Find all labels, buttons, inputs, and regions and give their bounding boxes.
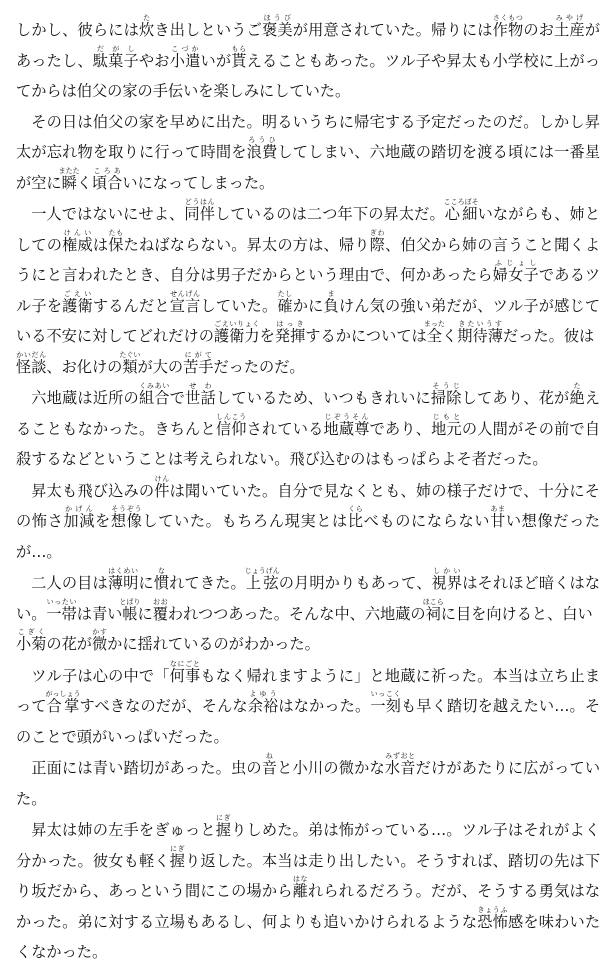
- ruby-word: [16, 628, 47, 653]
- ruby-reading: こぎく: [16, 628, 47, 636]
- ruby-reading: さくもつ: [492, 14, 524, 22]
- ruby-reading: おお: [152, 597, 168, 606]
- ruby-reading: ごえいりょく: [213, 320, 260, 328]
- ruby-reading: た: [569, 382, 585, 390]
- ruby-base: 護衛: [62, 296, 93, 315]
- paragraph: [16, 14, 600, 107]
- text-run: しているため、いつもきれいに: [215, 389, 431, 407]
- ruby-base: 比: [347, 512, 364, 530]
- ruby-word: [62, 228, 93, 254]
- ruby-base: 加減: [63, 512, 96, 530]
- ruby-base: 頃合: [91, 173, 123, 192]
- text-run: を: [95, 512, 111, 530]
- ruby-reading: かいだん: [16, 350, 47, 359]
- ruby-word: [457, 320, 503, 345]
- ruby-reading: しかい: [431, 567, 463, 575]
- ruby-base: 件: [154, 481, 170, 500]
- ruby-word: [215, 412, 247, 438]
- ruby-base: 覆: [152, 604, 168, 623]
- text-run: だったのだ。: [213, 357, 305, 376]
- text-run: しかし、彼らには: [16, 21, 139, 39]
- ruby-base: 地元: [431, 419, 462, 438]
- text-run: り返した。本当は走り出したい。そうすれば、踏切の先は下り坂だから、あっという間にこの場から: [16, 851, 601, 900]
- text-run: だった。彼は: [502, 327, 595, 345]
- text-run: が大の: [137, 357, 184, 376]
- text-run: く: [441, 327, 458, 345]
- ruby-base: 期待薄: [457, 327, 503, 345]
- ruby-word: [107, 567, 139, 592]
- ruby-base: 組合: [138, 389, 170, 407]
- text-run: もなく帰れますように」と地蔵に祈った。本当は立ち止まって: [16, 666, 601, 715]
- ruby-base: 浪費: [246, 143, 278, 161]
- text-run: い想像だったが…。: [16, 512, 601, 561]
- ruby-reading: けんい: [62, 228, 93, 237]
- text-run: するかについては: [305, 327, 427, 345]
- ruby-word: [92, 44, 139, 70]
- ruby-word: [347, 505, 364, 530]
- ruby-word: [370, 690, 401, 715]
- ruby-word: [185, 382, 216, 407]
- ruby-base: 音: [261, 759, 278, 777]
- ruby-reading: こづか: [169, 44, 201, 53]
- text-run: すべきなのだが、そんな: [79, 697, 248, 715]
- ruby-reading: みやげ: [554, 14, 585, 22]
- ruby-reading: まった: [423, 320, 445, 328]
- text-run: であるツル子を: [16, 266, 601, 315]
- ruby-base: 苦手: [183, 357, 214, 376]
- ruby-base: 全: [423, 327, 445, 345]
- ruby-word: [261, 752, 278, 777]
- ruby-word: [274, 320, 306, 345]
- ruby-base: 想像: [110, 512, 143, 530]
- ruby-reading: かす: [91, 628, 108, 636]
- ruby-base: 褒美: [262, 21, 293, 39]
- text-run: りしめた。弟は怖がっている…。ツル子はそれがよく分かった。彼女も軽く: [16, 821, 601, 870]
- text-run: れられるだろう。だが、そうする勇気はなかった。弟に対する立場もあるし、何よりも追いかけられるような: [16, 882, 601, 931]
- ruby-reading: みずおと: [384, 752, 416, 760]
- ruby-base: 宣言: [169, 296, 201, 315]
- ruby-word: [169, 44, 201, 70]
- ruby-word: [169, 659, 201, 685]
- ruby-reading: はくめい: [107, 567, 139, 575]
- ruby-reading: はっき: [274, 320, 306, 328]
- text-run: してしまい、六地蔵の踏切を渡る頃には一番星が空に: [16, 143, 601, 192]
- ruby-base: 保: [108, 235, 124, 254]
- ruby-base: 微: [91, 635, 108, 653]
- ruby-word: [423, 320, 445, 345]
- ruby-word: [63, 505, 96, 530]
- text-run: はそれほど暗くはない。: [16, 574, 601, 623]
- ruby-base: 合掌: [45, 697, 81, 715]
- ruby-word: [443, 198, 479, 223]
- paragraph: [16, 475, 600, 568]
- ruby-base: 土産: [554, 21, 585, 39]
- ruby-word: [91, 166, 123, 192]
- ruby-base: 類: [119, 357, 141, 376]
- ruby-base: 慣: [153, 574, 170, 592]
- ruby-word: [184, 198, 216, 223]
- text-run: いが: [200, 51, 232, 70]
- text-run: であり、: [369, 419, 432, 438]
- ruby-word: [119, 597, 141, 623]
- ruby-word: [323, 412, 370, 438]
- text-run: えることもあった。ツル子や昇太も小学校に上がってからは伯父の家の手伝いを楽しみにしていた。: [16, 51, 601, 100]
- ruby-base: 祠: [422, 604, 444, 623]
- text-run: その日は伯父の家を早めに出た。明るいうちに帰宅する予定だったのだ。しかし昇太が忘れ物を取りに行って時間を: [16, 112, 600, 161]
- ruby-word: [369, 228, 385, 254]
- text-run: べものにならない: [363, 512, 491, 530]
- ruby-base: 離: [292, 882, 309, 900]
- ruby-reading: いっこく: [370, 690, 401, 698]
- text-run: く: [76, 173, 92, 192]
- text-run: のお: [523, 21, 555, 39]
- text-run: 昇太は姉の左手をぎゅっと: [31, 821, 216, 839]
- ruby-reading: た: [139, 14, 155, 22]
- ruby-base: 婦女子: [492, 266, 539, 284]
- ruby-word: [58, 166, 80, 192]
- ruby-reading: ね: [261, 752, 277, 760]
- ruby-base: 掃除: [430, 389, 462, 407]
- ruby-base: 瞬: [58, 173, 80, 192]
- paragraph: [16, 660, 600, 753]
- text-run: かに: [292, 296, 324, 315]
- ruby-base: 信仰: [215, 419, 247, 438]
- ruby-reading: とばり: [119, 597, 141, 606]
- ruby-reading: たし: [277, 289, 293, 298]
- text-run: も早く踏切を越えたい…。そのことで頭がいっぱいだった。: [16, 697, 601, 746]
- ruby-word: [110, 505, 143, 530]
- ruby-base: 炊: [139, 21, 155, 39]
- text-run: れてきた。: [169, 574, 246, 592]
- ruby-reading: どうはん: [184, 198, 215, 206]
- ruby-base: 護衛力: [213, 327, 260, 345]
- text-run: はなかった。: [278, 697, 371, 715]
- ruby-word: [422, 597, 444, 623]
- ruby-word: [138, 382, 170, 407]
- ruby-word: [119, 350, 141, 376]
- text-run: いながらも、姉としての: [16, 205, 601, 254]
- ruby-base: 一刻: [370, 697, 401, 715]
- ruby-reading: こころぼそ: [443, 198, 479, 206]
- ruby-reading: ごえい: [62, 289, 93, 298]
- ruby-base: 絶: [569, 389, 585, 407]
- ruby-word: [554, 14, 585, 39]
- ruby-reading: きょうふ: [477, 905, 508, 914]
- text-run: で: [169, 389, 186, 407]
- text-run: かに揺れているのがわかった。: [107, 635, 320, 653]
- ruby-base: 貰: [231, 51, 247, 70]
- ruby-base: 余裕: [247, 697, 279, 715]
- paragraph: [16, 382, 600, 475]
- ruby-word: [46, 597, 77, 623]
- ruby-base: 握: [215, 821, 232, 839]
- ruby-base: 作物: [492, 21, 524, 39]
- ruby-base: 負: [323, 296, 339, 315]
- text-run: 二人の目は: [31, 574, 108, 592]
- text-run: 正面には青い踏切があった。虫の: [31, 759, 262, 777]
- ruby-reading: はな: [292, 875, 308, 883]
- ruby-base: 上弦: [244, 574, 280, 592]
- text-run: だけがあたりに広がっていた。: [16, 759, 601, 808]
- text-run: は: [92, 235, 109, 254]
- text-run: は聞いていた。自分で見なくとも、姉の様子だけで、十分にその怖さ: [16, 481, 600, 530]
- ruby-base: 甘: [490, 512, 506, 530]
- text-run: 感を味わいたくなかった。: [16, 912, 601, 961]
- ruby-word: [277, 289, 293, 315]
- ruby-base: 一帯: [46, 604, 77, 623]
- ruby-reading: にぎ: [215, 814, 231, 822]
- ruby-word: [16, 350, 47, 376]
- text-run: と小川の微かな: [277, 759, 385, 777]
- paragraph: [16, 814, 600, 968]
- ruby-base: 小菊: [16, 635, 47, 653]
- ruby-word: [213, 320, 260, 345]
- ruby-reading: せんげん: [169, 289, 201, 298]
- ruby-reading: そうじ: [430, 382, 462, 390]
- ruby-reading: たも: [108, 228, 124, 237]
- ruby-base: 怪談: [16, 357, 47, 376]
- text-run: 、お化けの: [46, 357, 123, 376]
- ruby-reading: たぐい: [119, 350, 141, 359]
- ruby-word: [246, 136, 278, 161]
- ruby-word: [431, 412, 462, 438]
- ruby-word: [215, 814, 232, 839]
- ruby-base: 確: [277, 296, 293, 315]
- ruby-word: [183, 350, 214, 376]
- text-run: していた。: [200, 296, 278, 315]
- text-run: に: [137, 604, 153, 623]
- ruby-reading: そうぞう: [110, 505, 142, 513]
- ruby-base: 視界: [431, 574, 463, 592]
- ruby-word: [292, 875, 309, 900]
- ruby-reading: ろうひ: [246, 136, 278, 144]
- text-run: されている: [246, 419, 324, 438]
- ruby-reading: ふじょし: [492, 259, 539, 267]
- ruby-base: 地蔵尊: [323, 419, 370, 438]
- ruby-reading: くみあい: [138, 382, 170, 390]
- text-run: を: [259, 327, 275, 345]
- ruby-word: [108, 228, 124, 254]
- text-run: の人間がその前で自殺するなどということは考えられない。飛び込むのはもっぱらよそ者だった。: [16, 419, 601, 468]
- ruby-base: 心細: [443, 205, 479, 223]
- ruby-reading: もら: [231, 44, 247, 53]
- ruby-reading: きたいうす: [457, 320, 503, 328]
- text-run: たねばならない。昇太の方は、帰り: [123, 235, 370, 254]
- ruby-reading: またた: [58, 166, 80, 175]
- ruby-base: 恐怖: [477, 912, 508, 931]
- ruby-reading: しんこう: [215, 412, 247, 421]
- text-run: われつつあった。そんな中、六地蔵の: [167, 604, 426, 623]
- ruby-base: 握: [169, 851, 186, 870]
- ruby-word: [153, 567, 170, 592]
- text-run: があったし、: [16, 21, 601, 70]
- ruby-reading: くら: [347, 505, 364, 513]
- text-run: してあり、花が: [461, 389, 570, 407]
- ruby-base: 何事: [169, 666, 201, 685]
- text-run: 、伯父から姉の言うこと聞くようにと言われたとき、自分は男子だからという理由で、何かあったら: [16, 235, 601, 284]
- ruby-base: 帳: [119, 604, 141, 623]
- text-run: の月明かりもあって、: [278, 574, 432, 592]
- text-run: 六地蔵は近所の: [31, 389, 139, 407]
- ruby-word: [431, 567, 463, 592]
- text-run: しているのは二つ年下の昇太だ。: [215, 205, 445, 223]
- ruby-word: [477, 905, 508, 931]
- ruby-word: [169, 844, 186, 870]
- ruby-word: [62, 289, 93, 315]
- ruby-word: [262, 14, 293, 39]
- ruby-reading: にぎ: [169, 844, 185, 853]
- ruby-reading: なにごと: [169, 659, 201, 668]
- ruby-word: [45, 690, 81, 715]
- ruby-reading: だがし: [92, 44, 139, 53]
- ruby-base: 駄菓子: [92, 51, 139, 70]
- ruby-reading: な: [153, 567, 170, 575]
- ruby-reading: じょうげん: [244, 567, 280, 575]
- ruby-base: 水音: [384, 759, 416, 777]
- ruby-word: [231, 44, 247, 70]
- ruby-reading: じもと: [431, 412, 462, 421]
- ruby-word: [569, 382, 585, 407]
- ruby-word: [323, 289, 339, 315]
- text-run: き出しというご: [154, 21, 262, 39]
- ruby-word: [152, 597, 168, 623]
- paragraph: [16, 567, 600, 660]
- text-run: の花が: [46, 635, 92, 653]
- paragraph: [16, 107, 600, 199]
- ruby-reading: かげん: [63, 505, 95, 513]
- text-run: ツル子は心の中で「: [31, 666, 170, 685]
- ruby-word: [154, 474, 170, 500]
- ruby-reading: あま: [490, 505, 506, 513]
- paragraph: [16, 198, 600, 382]
- ruby-reading: よゆう: [247, 690, 279, 698]
- text-run: に: [138, 574, 154, 592]
- ruby-base: 薄明: [107, 574, 139, 592]
- ruby-word: [430, 382, 462, 407]
- ruby-word: [247, 690, 279, 715]
- text-run: けん気の強い弟だが、ツル子が感じている不安に対してどれだけの: [16, 296, 601, 345]
- text-run: 一人ではないにせよ、: [31, 205, 185, 223]
- ruby-reading: いったい: [46, 597, 77, 606]
- ruby-word: [244, 567, 280, 592]
- ruby-word: [91, 628, 108, 653]
- ruby-base: 世話: [185, 389, 216, 407]
- ruby-reading: せわ: [185, 382, 216, 390]
- text-run: していた。もちろん現実とは: [142, 512, 348, 530]
- ruby-reading: けん: [154, 474, 170, 483]
- text-run: 昇太も飛び込みの: [31, 481, 155, 500]
- text-run: が用意されていた。帰りには: [292, 21, 493, 39]
- ruby-word: [384, 752, 416, 777]
- ruby-base: 同伴: [184, 205, 216, 223]
- text-run: やお: [138, 51, 170, 70]
- ruby-reading: がっしょう: [45, 690, 81, 698]
- ruby-base: 権威: [62, 235, 93, 254]
- ruby-reading: ほこら: [422, 597, 444, 606]
- ruby-reading: ころあ: [91, 166, 123, 175]
- paragraph: [16, 752, 600, 814]
- ruby-reading: じぞうそん: [323, 412, 370, 421]
- text-run: は青い: [76, 604, 123, 623]
- text-run: えることもなかった。きちんと: [16, 389, 601, 438]
- text-run: するんだと: [92, 296, 170, 315]
- ruby-word: [139, 14, 155, 39]
- ruby-word: [492, 14, 524, 39]
- ruby-reading: ま: [323, 289, 339, 298]
- ruby-base: 小遣: [169, 51, 201, 70]
- ruby-word: [169, 289, 201, 315]
- ruby-base: 際: [369, 235, 385, 254]
- ruby-word: [490, 505, 506, 530]
- ruby-reading: ぎわ: [369, 228, 385, 237]
- text-run: に目を向けると、白い: [440, 604, 593, 623]
- ruby-word: [492, 259, 539, 284]
- ruby-base: 発揮: [274, 327, 306, 345]
- text-run: いになってしまった。: [122, 173, 275, 192]
- ruby-reading: にがて: [183, 350, 214, 359]
- ruby-reading: ほうび: [262, 14, 293, 22]
